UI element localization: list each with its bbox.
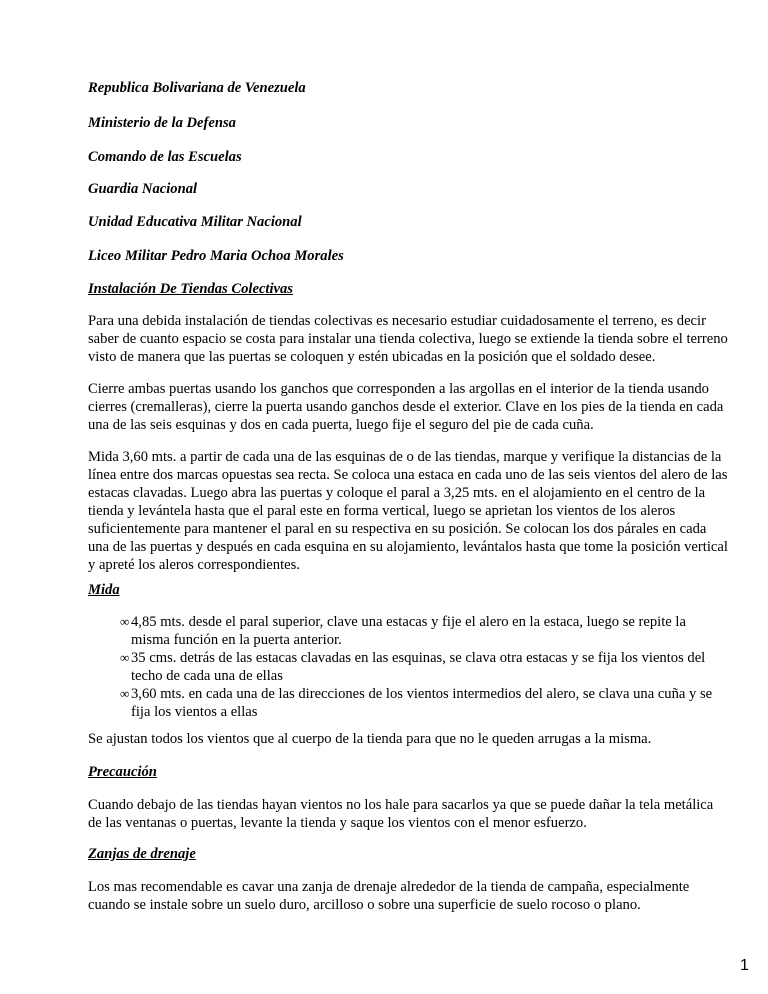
list-item: ∞ 35 cms. detrás de las estacas clavadas en las esquinas, se clava otra estacas y se fija los vientos del techo de cada una de ellas <box>120 650 706 684</box>
infinity-bullet-icon: ∞ <box>120 650 130 665</box>
zanjas-text: Los mas recomendable es cavar una zanja de drenaje alrededor de la tienda de campaña, especialmente cuando se instale sobre un suelo duro, arcilloso o sobre una superficie de suelo rocoso o plano. <box>88 879 690 913</box>
infinity-bullet-icon: ∞ <box>120 686 130 701</box>
header-line-guard: Guardia Nacional <box>88 181 198 197</box>
mida-heading: Mida <box>88 582 120 598</box>
header-line-republic: Republica Bolivariana de Venezuela <box>88 80 306 96</box>
precaucion-heading: Precaución <box>88 764 157 780</box>
header-line-command: Comando de las Escuelas <box>88 149 242 165</box>
document-title: Instalación De Tiendas Colectivas <box>88 281 293 297</box>
precaucion-text: Cuando debajo de las tiendas hayan vientos no los hale para sacarlos ya que se puede dañar la tela metálica de las ventanas o puertas, levante la tienda y saque los vientos con el menor esfuerzo. <box>88 797 714 831</box>
mida-list <box>120 613 728 721</box>
header-line-school: Liceo Militar Pedro Maria Ochoa Morales <box>88 248 344 264</box>
list-item: ∞ 4,85 mts. desde el paral superior, clave una estacas y fije el alero en la estaca, luego se repite la misma función en la puerta anterior. <box>120 614 686 648</box>
paragraph-1: Para una debida instalación de tiendas colectivas es necesario estudiar cuidadosamente el terreno, es decir saber de cuanto espacio se costa para instalar una tienda colectiva, luego se extiende la tienda sobre el terreno visto de manera que las puertas se coloquen y estén ubicadas en la posición que el soldado desee. <box>88 313 728 365</box>
infinity-bullet-icon: ∞ <box>120 614 130 629</box>
zanjas-heading: Zanjas de drenaje <box>88 846 196 862</box>
header-line-ministry: Ministerio de la Defensa <box>88 115 236 131</box>
header-line-unit: Unidad Educativa Militar Nacional <box>88 214 302 230</box>
paragraph-3: Mida 3,60 mts. a partir de cada una de las esquinas de o de las tiendas, marque y verifique la distancias de la línea entre dos marcas opuestas sea recta. Se coloca una estaca en cada uno de las seis vientos del alero de las estacas clavadas. Luego abra las puertas y coloque el paral a 3,25 mts. en el alojamiento en el centro de la tienda y levántela hasta que el paral este en forma vertical, luego se aprietan los vientos de los aleros suficientemente para mantener el paral en su respectiva en su posición. Se colocan los dos párales en cada una de las puertas y después en cada esquina en su alojamiento, levántalos hasta que tome la posición vertical y apreté los aleros correspondientes. <box>88 449 728 573</box>
mida-after-text: Se ajustan todos los vientos que al cuerpo de la tienda para que no le queden arrugas a la misma. <box>88 731 652 747</box>
paragraph-2: Cierre ambas puertas usando los ganchos que corresponden a las argollas en el interior de la tienda usando cierres (cremalleras), cierre la puerta usando ganchos desde el exterior. Clave en los pies de la tienda en cada una de las seis esquinas y dos en cada puerta, luego fije el seguro del pie de cada cuña. <box>88 381 724 433</box>
page-number: 1 <box>740 957 749 974</box>
list-item: ∞ 3,60 mts. en cada una de las direcciones de los vientos intermedios del alero, se clava una cuña y se fija los vientos a ellas <box>120 686 713 720</box>
